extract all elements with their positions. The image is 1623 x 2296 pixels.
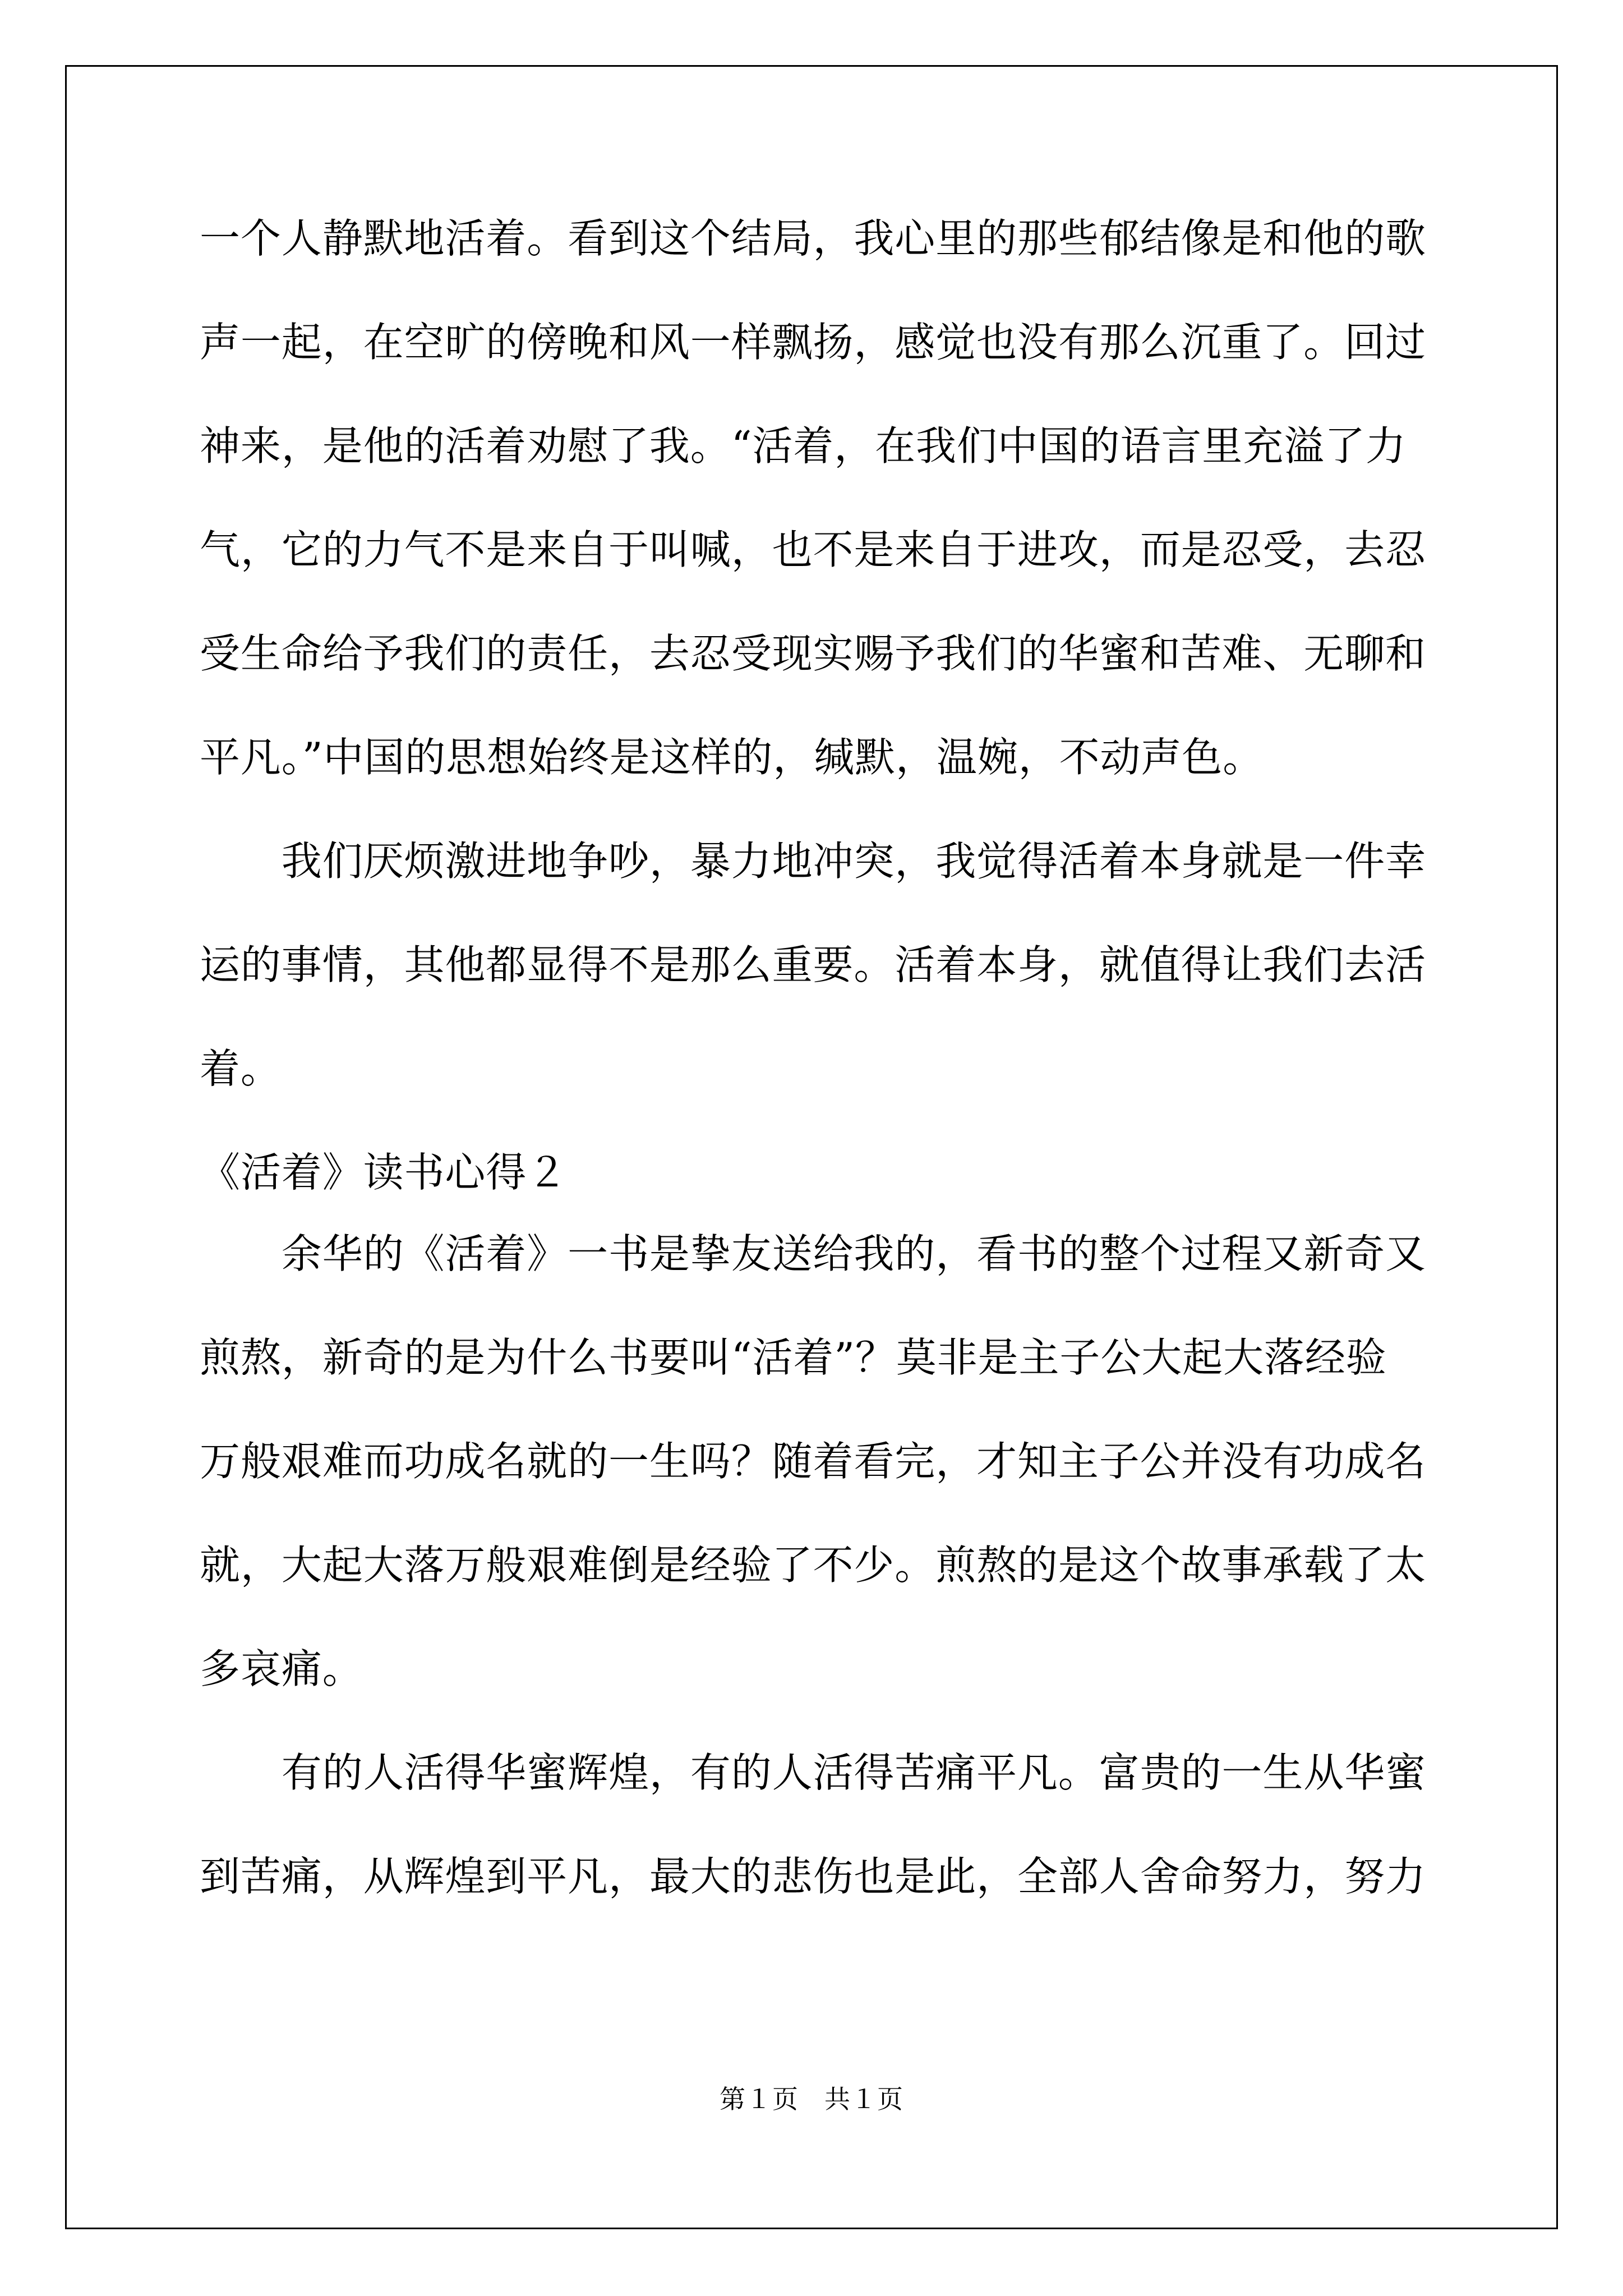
text-line: 余华的《活着》一书是挚友送给我的，看书的整个过程又新奇又 <box>200 1230 1427 1277</box>
text-line: 有的人活得华蜜辉煌，有的人活得苦痛平凡。富贵的一生从华蜜 <box>200 1749 1427 1796</box>
text-line: 到苦痛，从辉煌到平凡，最大的悲伤也是此，全部人舍命努力，努力 <box>200 1853 1427 1900</box>
page-footer <box>0 2082 1623 2116</box>
text-line: 运的事情，其他都显得不是那么重要。活着本身，就值得让我们去活 <box>200 941 1427 988</box>
text-line: 就，大起大落万般艰难倒是经验了不少。煎熬的是这个故事承载了太 <box>200 1542 1427 1589</box>
text-line: 一个人静默地活着。看到这个结局，我心里的那些郁结像是和他的歌 <box>200 215 1427 262</box>
document-body <box>200 210 1427 1952</box>
text-line: 受生命给予我们的责任，去忍受现实赐予我们的华蜜和苦难、无聊和 <box>200 630 1427 677</box>
page-number: 第１页 <box>720 2084 799 2114</box>
text-line: 平凡。”中国的思想始终是这样的，缄默，温婉，不动声色。 <box>200 734 1264 781</box>
text-line: 着。 <box>200 1045 282 1092</box>
section-heading: 《活着》读书心得２ <box>200 1149 568 1196</box>
page-total: 共１页 <box>824 2084 903 2114</box>
text-line: 煎熬，新奇的是为什么书要叫“活着”？莫非是主子公大起大落经验 <box>200 1334 1387 1381</box>
text-line: 万般艰难而功成名就的一生吗？随着看完，才知主子公并没有功成名 <box>200 1438 1427 1485</box>
text-line: 多哀痛。 <box>200 1645 363 1692</box>
text-line: 气，它的力气不是来自于叫喊，也不是来自于进攻，而是忍受，去忍 <box>200 526 1427 573</box>
text-line: 声一起，在空旷的傍晚和风一样飘扬，感觉也没有那么沉重了。回过 <box>200 319 1427 366</box>
text-line: 我们厌烦激进地争吵，暴力地冲突，我觉得活着本身就是一件幸 <box>200 838 1427 885</box>
text-line: 神来，是他的活着劝慰了我。“活着，在我们中国的语言里充溢了力 <box>200 422 1407 470</box>
